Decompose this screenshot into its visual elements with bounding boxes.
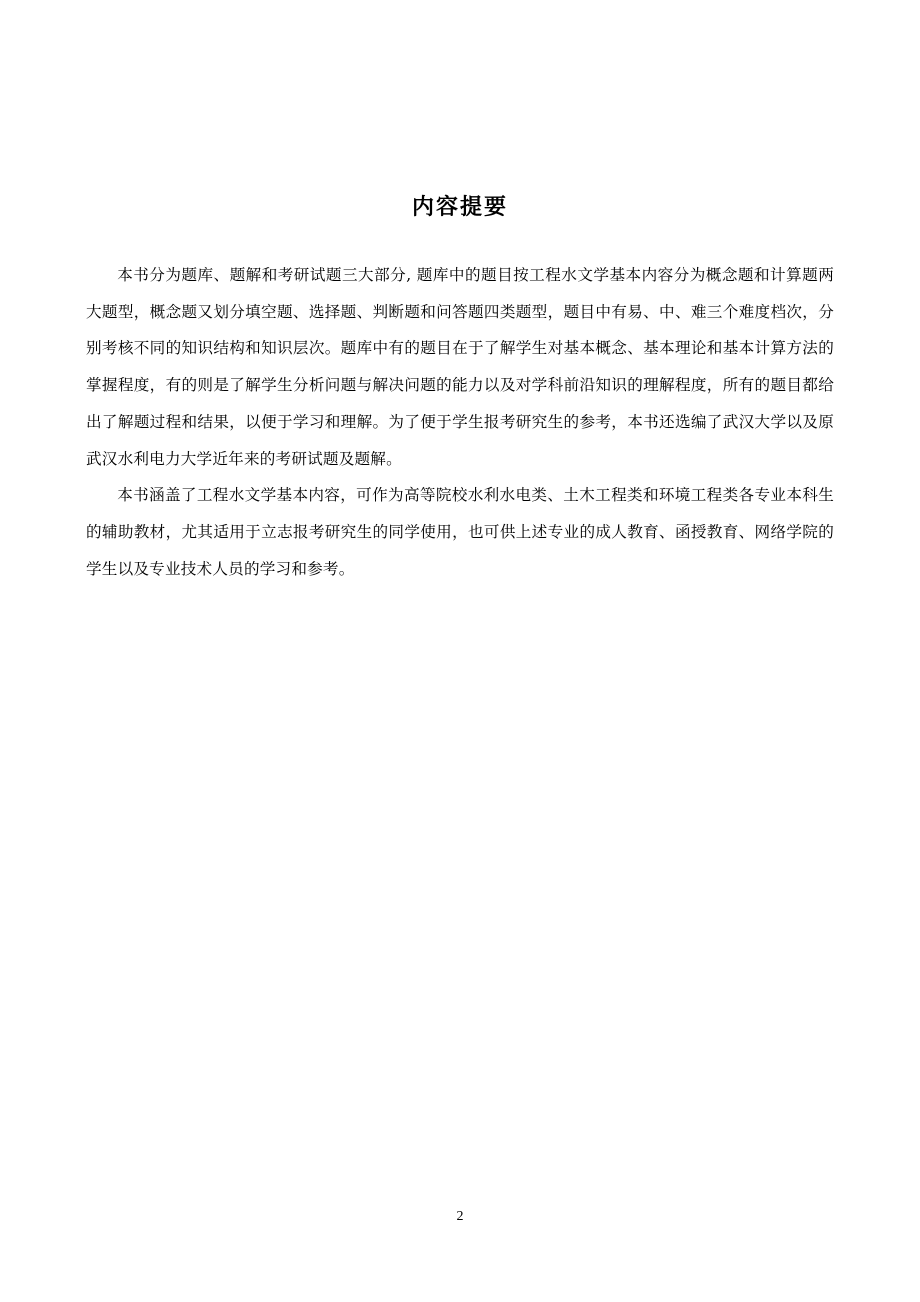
body-text <box>86 257 834 587</box>
paragraph-2: 本书涵盖了工程水文学基本内容，可作为高等院校水利水电类、土木工程类和环境工程类各专业本科生的辅助教材，尤其适用于立志报考研究生的同学使用，也可供上述专业的成人教育、函授教育、网络学院的学生以及专业技术人员的学习和参考。 <box>86 486 834 578</box>
page-number: 2 <box>456 1209 464 1224</box>
page-title: 内容提要 <box>411 195 508 220</box>
paragraph-1: 本书分为题库、题解和考研试题三大部分, 题库中的题目按工程水文学基本内容分为概念题和计算题两大题型，概念题又划分填空题、选择题、判断题和问答题四类题型，题目中有易、中、难三个难度档次，分别考核不同的知识结构和知识层次。题库中有的题目在于了解学生对基本概念、基本理论和基本计算方法的掌握程度，有的则是了解学生分析问题与解决问题的能力以及对学科前沿知识的理解程度，所有的题目都给出了解题过程和结果，以便于学习和理解。为了便于学生报考研究生的参考，本书还选编了武汉大学以及原武汉水利电力大学近年来的考研试题及题解。 <box>86 266 834 468</box>
